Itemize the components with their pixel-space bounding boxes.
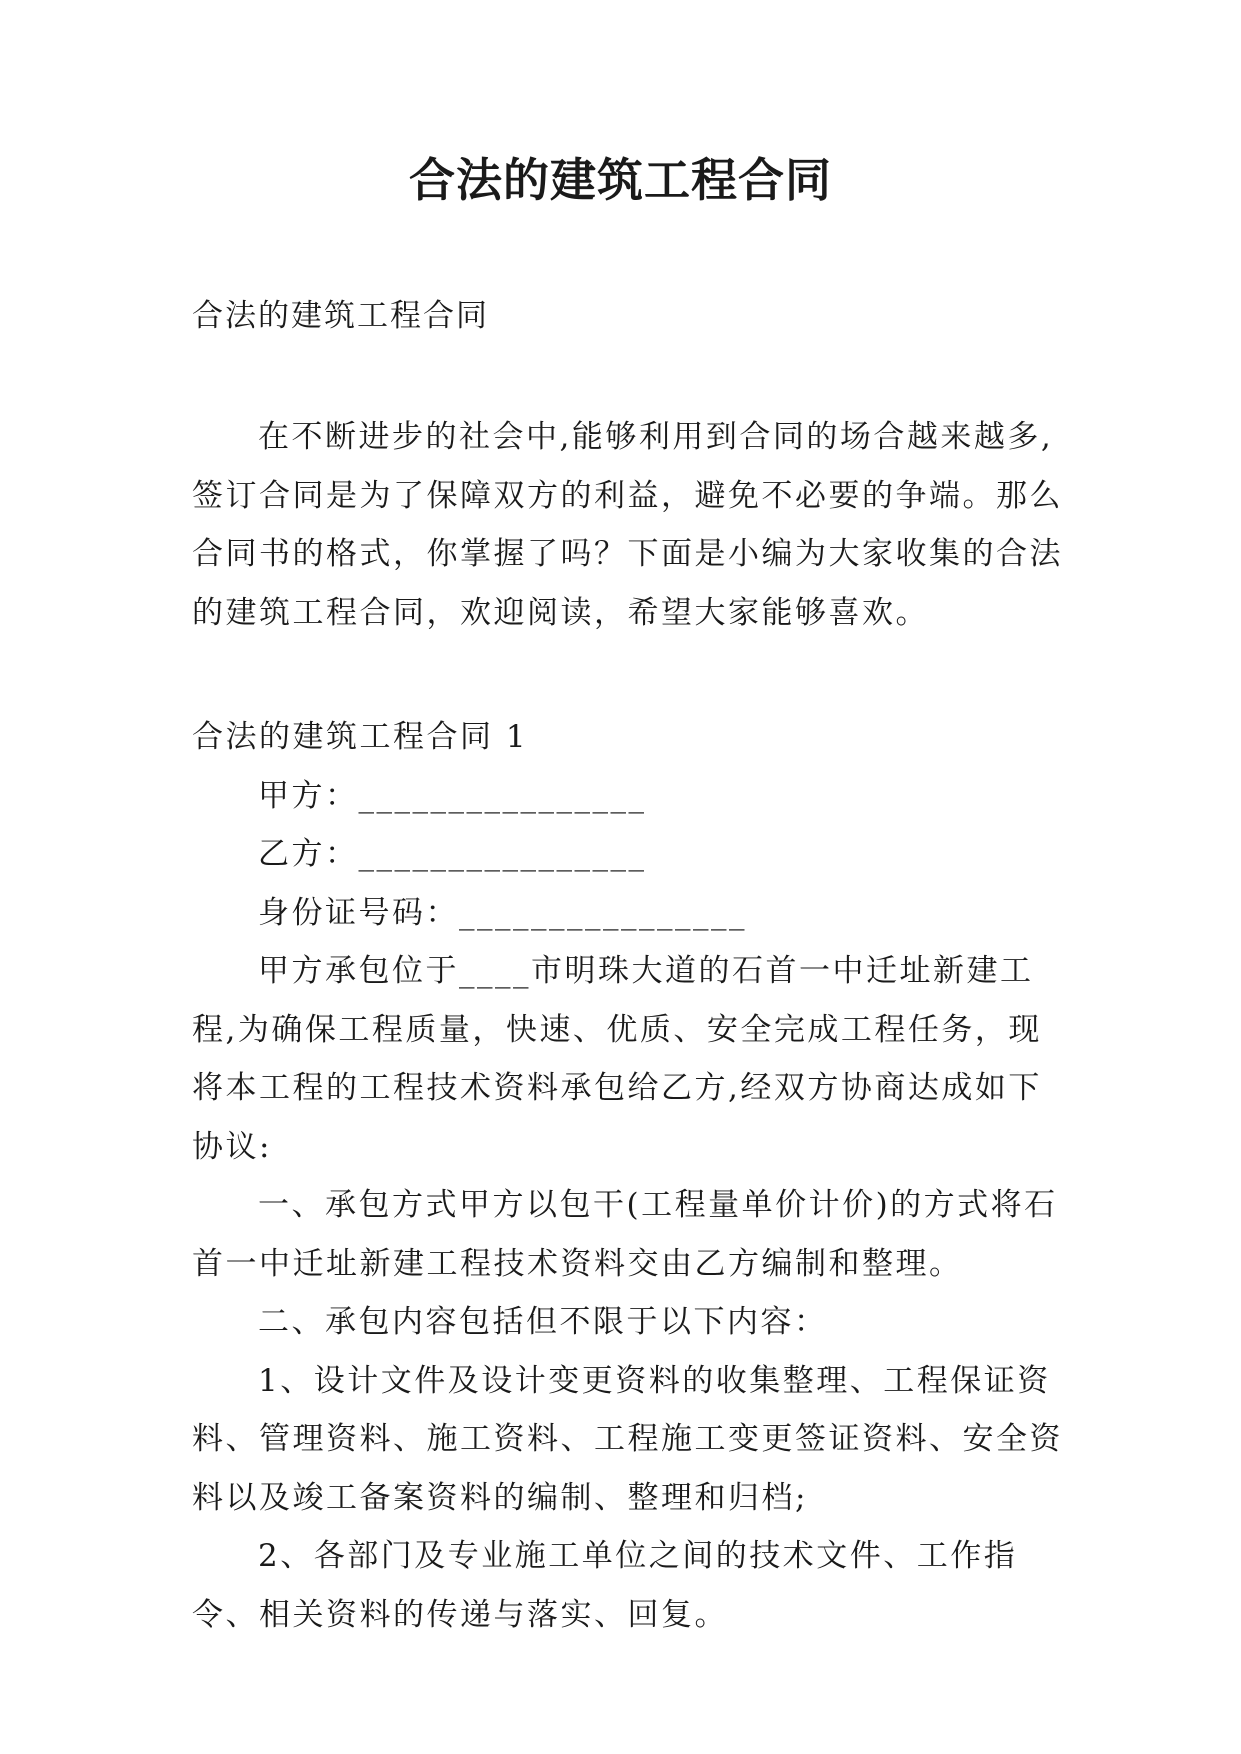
- intro-paragraph: 在不断进步的社会中,能够利用到合同的场合越来越多,签订合同是为了保障双方的利益，避免不必要的争端。那么合同书的格式，你掌握了吗？下面是小编为大家收集的合法的建筑工程合同，欢迎阅读，希望大家能够喜欢。: [192, 419, 1063, 631]
- party-a-line: 甲方：________________: [258, 777, 647, 814]
- document-subtitle: 合法的建筑工程合同: [192, 298, 489, 334]
- party-b-line: 乙方：________________: [258, 836, 647, 872]
- clause-1-paragraph: 一、承包方式甲方以包干(工程量单价计价)的方式将石首一中迁址新建工程技术资料交由乙方编制和整理。: [192, 1187, 1058, 1282]
- item-1-paragraph: 1、设计文件及设计变更资料的收集整理、工程保证资料、管理资料、施工资料、工程施工变更签证资料、安全资料以及竣工备案资料的编制、整理和归档;: [192, 1362, 1063, 1516]
- item-2-paragraph: 2、各部门及专业施工单位之间的技术文件、工作指令、相关资料的传递与落实、回复。: [192, 1538, 1018, 1633]
- document-title: 合法的建筑工程合同: [409, 153, 832, 207]
- id-number-line: 身份证号码：________________: [258, 894, 747, 931]
- section-title: 合法的建筑工程合同 1: [192, 719, 529, 755]
- clause-intro-paragraph: 甲方承包位于____市明珠大道的石首一中迁址新建工程,为确保工程质量，快速、优质、安全完成工程任务，现将本工程的工程技术资料承包给乙方,经双方协商达成如下协议:: [192, 953, 1042, 1165]
- clause-2-paragraph: 二、承包内容包括但不限于以下内容：: [258, 1304, 828, 1340]
- contract-body: [192, 708, 1072, 1644]
